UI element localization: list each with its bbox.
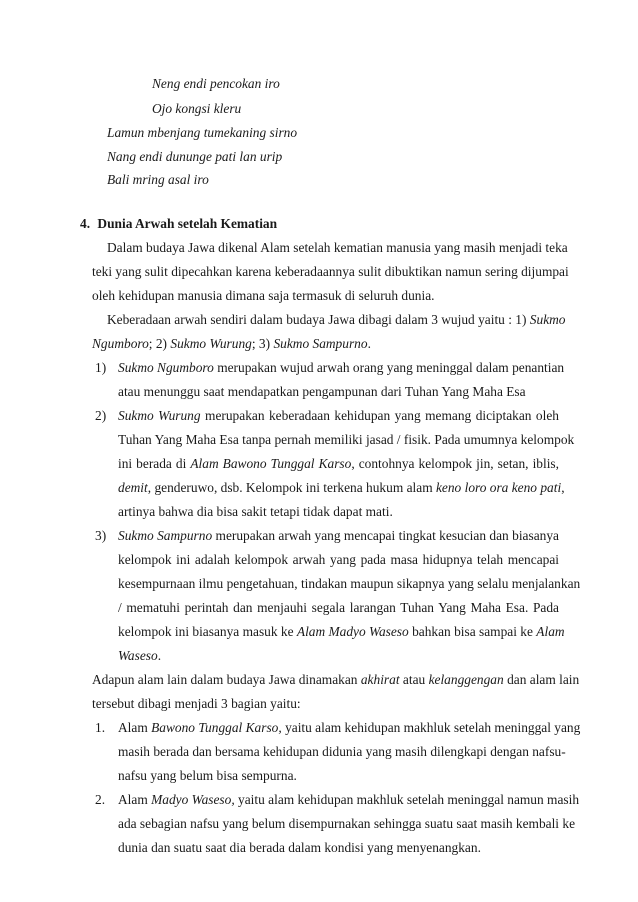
paragraph-line: Keberadaan arwah sendiri dalam budaya Jawa dibagi dalam 3 wujud yaitu : 1) Sukmo xyxy=(107,312,566,327)
list-number: 1. xyxy=(95,720,106,735)
paragraph-line: Adapun alam lain dalam budaya Jawa dinamakan akhirat atau kelanggengan dan alam lain xyxy=(92,672,580,687)
list-number: 2) xyxy=(95,408,107,423)
section-heading xyxy=(80,216,277,232)
list-item-line: demit, genderuwo, dsb. Kelompok ini terkena hukum alam keno loro ora keno pati, xyxy=(118,480,565,495)
list-item-line: nafsu yang belum bisa sempurna. xyxy=(118,768,297,783)
section-number: 4. xyxy=(80,216,91,231)
list-number: 1) xyxy=(95,360,107,375)
paragraph-line: Ngumboro; 2) Sukmo Wurung; 3) Sukmo Sampurno. xyxy=(92,336,371,351)
list-item-line: ini berada di Alam Bawono Tunggal Karso, contohnya kelompok jin, setan, iblis, xyxy=(118,456,559,471)
section-title: Dunia Arwah setelah Kematian xyxy=(97,216,278,231)
list-number: 2. xyxy=(95,792,106,807)
paragraph-line: oleh kehidupan manusia dimana saja termasuk di seluruh dunia. xyxy=(92,288,435,303)
list-item-line: Sukmo Sampurno merupakan arwah yang mencapai tingkat kesucian dan biasanya xyxy=(118,528,559,543)
poem-line: Ojo kongsi kleru xyxy=(152,101,242,116)
list-item-line: ada sebagian nafsu yang belum disempurnakan sehingga suatu saat masih kembali ke xyxy=(118,816,576,831)
paragraph-line: tersebut dibagi menjadi 3 bagian yaitu: xyxy=(92,696,301,711)
list-item-line: Waseso. xyxy=(118,648,162,663)
list-item-line: artinya bahwa dia bisa sakit tetapi tidak dapat mati. xyxy=(118,504,393,519)
list-item-line: Tuhan Yang Maha Esa tanpa pernah memiliki jasad / fisik. Pada umumnya kelompok xyxy=(118,432,575,447)
poem-line: Neng endi pencokan iro xyxy=(152,76,280,91)
paragraph-line: Dalam budaya Jawa dikenal Alam setelah kematian manusia yang masih menjadi teka xyxy=(107,240,568,255)
list-item-line: kelompok ini biasanya masuk ke Alam Madyo Waseso bahkan bisa sampai ke Alam xyxy=(118,624,565,639)
poem-line: Lamun mbenjang tumekaning sirno xyxy=(107,125,298,140)
poem-line: Bali mring asal iro xyxy=(107,172,209,187)
list-item-line: Sukmo Ngumboro merupakan wujud arwah orang yang meninggal dalam penantian xyxy=(118,360,565,375)
list-item-line: kesempurnaan ilmu pengetahuan, tindakan maupun sikapnya yang selalu menjalankan xyxy=(118,576,581,591)
poem-line: Nang endi dunungе pati lan urip xyxy=(107,149,283,164)
list-item-line: Alam Bawono Tunggal Karso, yaitu alam kehidupan makhluk setelah meninggal yang xyxy=(118,720,581,735)
list-number: 3) xyxy=(95,528,107,543)
list-item-line: atau menunggu saat mendapatkan pengampunan dari Tuhan Yang Maha Esa xyxy=(118,384,526,399)
list-item-line: kelompok ini adalah kelompok arwah yang pada masa hidupnya telah mencapai xyxy=(118,552,559,567)
list-item-line: dunia dan suatu saat dia berada dalam kondisi yang menyenangkan. xyxy=(118,840,481,855)
list-item-line: Sukmo Wurung merupakan keberadaan kehidupan yang memang diciptakan oleh xyxy=(118,408,559,423)
list-item-line: masih berada dan bersama kehidupan didunia yang masih dilengkapi dengan nafsu- xyxy=(118,744,566,759)
list-item-line: / mematuhi perintah dan menjauhi segala larangan Tuhan Yang Maha Esa. Pada xyxy=(118,600,559,615)
paragraph-line: teki yang sulit dipecahkan karena keberadaannya sulit dibuktikan namun sering dijumpai xyxy=(92,264,569,279)
list-item-line: Alam Madyo Waseso, yaitu alam kehidupan makhluk setelah meninggal namun masih xyxy=(118,792,580,807)
